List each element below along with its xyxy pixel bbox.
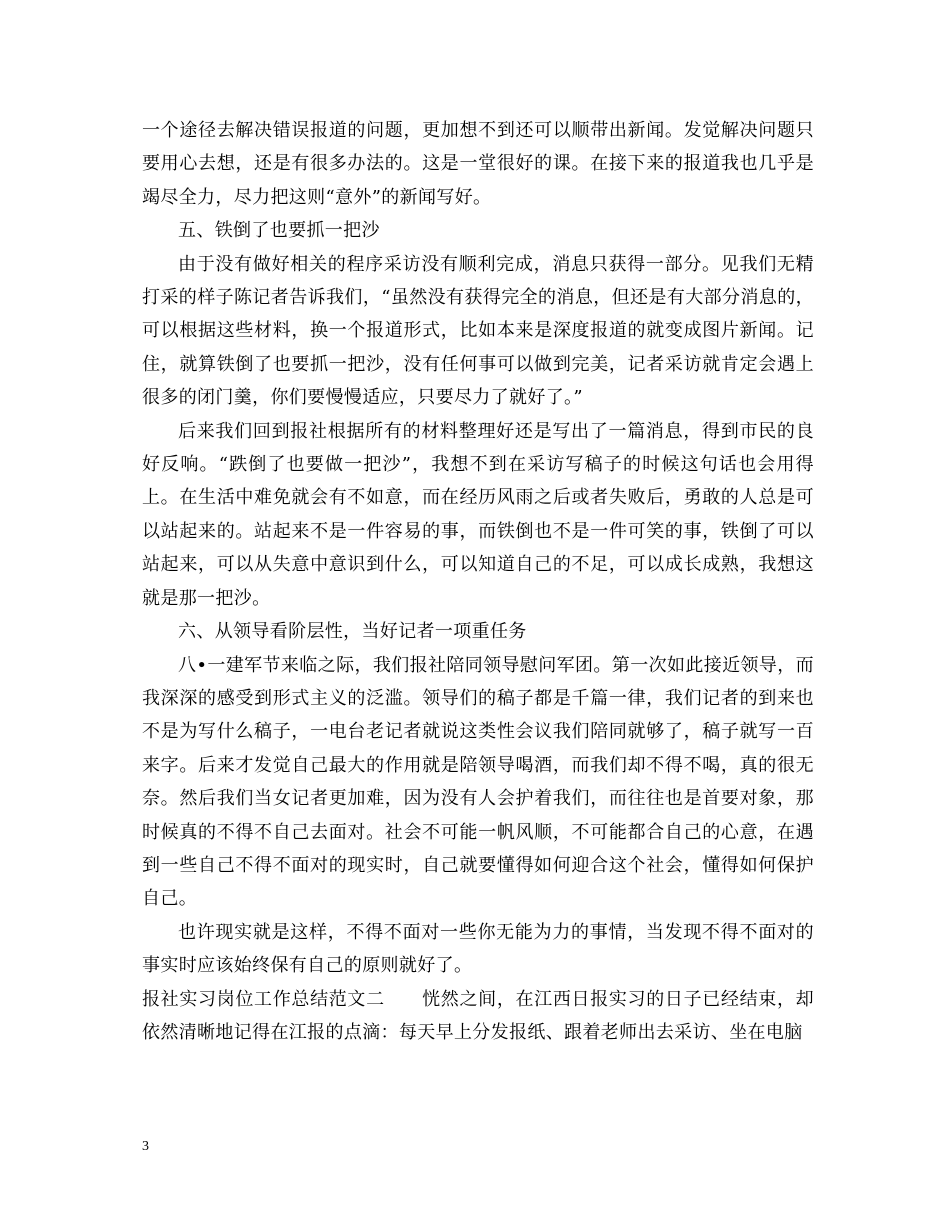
document-body [142, 114, 814, 1049]
section-heading-five: 五、铁倒了也要抓一把沙 [178, 220, 380, 242]
paragraph: 后来我们回到报社根据所有的材料整理好还是写出了一篇消息，得到市民的良好反响。“跌倒了也要做一把沙”，我想不到在采访写稿子的时候这句话也会用得上。在生活中难免就会有不如意，而在经历风雨之后或者失败后，勇敢的人总是可以站起来的。站起来不是一件容易的事，而铁倒也不是一件可笑的事，铁倒了可以站起来，可以从失意中意识到什么，可以知道自己的不足，可以成长成熟，我想这就是那一把沙。 [142, 420, 814, 609]
paragraph: 由于没有做好相关的程序采访没有顺利完成，消息只获得一部分。见我们无精打采的样子陈记者告诉我们，“虽然没有获得完全的消息，但还是有大部分消息的，可以根据这些材料，换一个报道形式，比如本来是深度报道的就变成图片新闻。记住，就算铁倒了也要抓一把沙，没有任何事可以做到完美，记者采访就肯定会遇上很多的闭门羹，你们要慢慢适应，只要尽力了就好了。” [142, 253, 814, 409]
paragraph: 也许现实就是这样，不得不面对一些你无能为力的事情，当发现不得不面对的事实时应该始终保有自己的原则就好了。 [142, 921, 814, 977]
paragraph: 八•一建军节来临之际，我们报社陪同领导慰问军团。第一次如此接近领导，而我深深的感受到形式主义的泛滥。领导们的稿子都是千篇一律，我们记者的到来也不是为写什么稿子，一电台老记者就说这类性会议我们陪同就够了，稿子就写一百来字。后来才发觉自己最大的作用就是陪领导喝酒，而我们却不得不喝，真的很无奈。然后我们当女记者更加难，因为没有人会护着我们，而往往也是首要对象，那时候真的不得不自己去面对。社会不可能一帆风顺，不可能都合自己的心意，在遇到一些自己不得不面对的现实时，自己就要懂得如何迎合这个社会，懂得如何保护自己。 [142, 654, 814, 910]
paragraph-next-article: 报社实习岗位工作总结范文二 恍然之间，在江西日报实习的日子已经结束，却依然清晰地记得在江报的点滴：每天早上分发报纸、跟着老师出去采访、坐在电脑 [142, 988, 814, 1043]
page-number: 3 [142, 1139, 149, 1154]
paragraph-continued: 一个途径去解决错误报道的问题，更加想不到还可以顺带出新闻。发觉解决问题只要用心去想，还是有很多办法的。这是一堂很好的课。在接下来的报道我也几乎是竭尽全力，尽力把这则“意外”的新闻写好。 [142, 120, 814, 208]
section-heading-six: 六、从领导看阶层性，当好记者一项重任务 [178, 621, 527, 643]
